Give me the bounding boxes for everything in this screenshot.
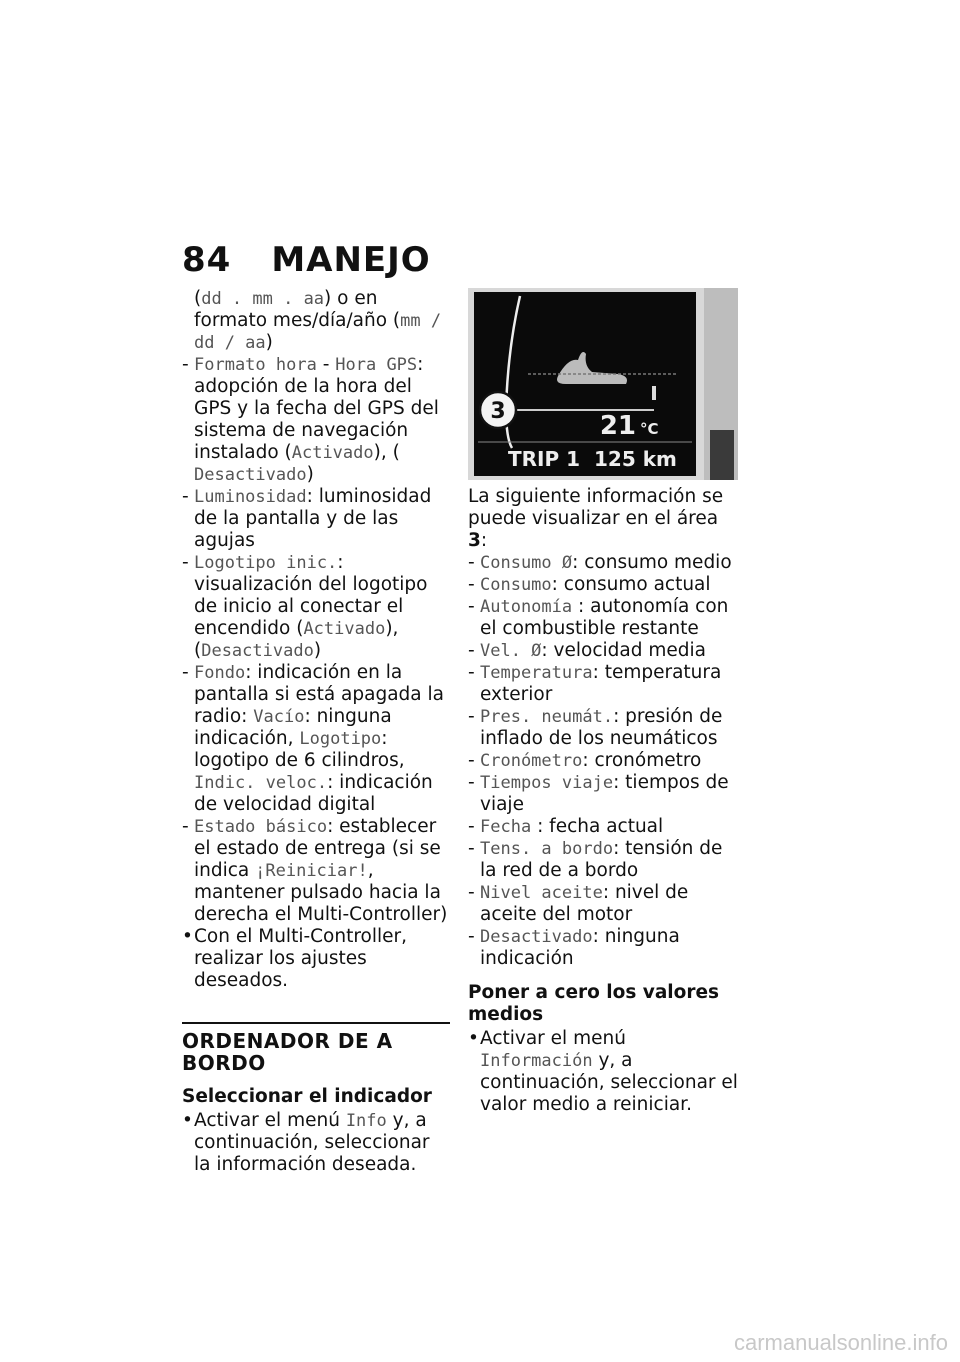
list-item: - Cronómetro: cronómetro — [468, 750, 702, 771]
temperature-unit: °C — [640, 420, 659, 438]
list-item: - Consumo: consumo actual — [468, 574, 711, 595]
section-heading: ORDENADOR DE A BORDO — [182, 1022, 450, 1074]
page-header — [182, 240, 431, 280]
list-item: - Autonomía : autonomía con el combustible restante — [468, 596, 729, 639]
trip-distance: 125 km — [594, 447, 677, 471]
callout-label: 3 — [490, 399, 506, 424]
list-item: - Tens. a bordo: tensión de la red de a bordo — [468, 838, 723, 881]
right-column — [468, 288, 740, 1116]
intro-text: La siguiente información se puede visualizar en el área 3: — [468, 486, 724, 551]
list-item: - Desactivado: ninguna indicación — [468, 926, 680, 969]
subheading: Poner a cero los valores medios — [468, 982, 720, 1025]
list-item: - Temperatura: temperatura exterior — [468, 662, 722, 705]
temperature-value: 21 — [599, 411, 636, 441]
bezel-dark — [710, 430, 734, 480]
left-column — [182, 288, 450, 1176]
list-item: - Vel. Ø: velocidad media — [468, 640, 706, 661]
bullet-item: • Activar el menú Información y, a continuación, seleccionar el valor medio a reiniciar. — [468, 1028, 738, 1115]
list-item: - Estado básico: establecer el estado de entrega (si se indica ¡Reiniciar!, mantener pulsado hacia la derecha el Multi-Controller) — [182, 816, 448, 925]
list-item: - Fecha : fecha actual — [468, 816, 664, 837]
list-item: - Tiempos viaje: tiempos de viaje — [468, 772, 729, 815]
info-list — [468, 552, 740, 970]
thermometer-icon — [652, 386, 656, 400]
list-item: - Nivel aceite: nivel de aceite del motor — [468, 882, 689, 925]
trip-label: TRIP 1 — [508, 447, 581, 471]
subheading: Seleccionar el indicador — [182, 1086, 432, 1107]
instrument-display-figure — [468, 288, 738, 480]
list-item: - Logotipo inic.: visualización del logotipo de inicio al conectar el encendido (Activado), (Desactivado) — [182, 552, 428, 661]
bullet-item: • Con el Multi-Controller, realizar los ajustes deseados. — [182, 926, 408, 991]
list-item: - Luminosidad: luminosidad de la pantalla y de las agujas — [182, 486, 432, 551]
watermark: carmanualsonline.info — [733, 1330, 948, 1355]
date-format-text: (dd . mm . aa) o en formato mes/día/año (mm / dd / aa) — [194, 288, 442, 353]
bullet-item: • Activar el menú Info y, a continuación, seleccionar la información deseada. — [182, 1110, 430, 1175]
list-item: - Pres. neumát.: presión de inflado de los neumáticos — [468, 706, 723, 749]
list-item: - Fondo: indicación en la pantalla si está apagada la radio: Vacío: ninguna indicación, Logotipo: logotipo de 6 cilindros, Indic. veloc.: indicación de velocidad digital — [182, 662, 444, 815]
list-item: - Consumo Ø: consumo medio — [468, 552, 732, 573]
page-number: 84 — [182, 240, 232, 280]
page-title: MANEJO — [271, 240, 431, 280]
list-item: - Formato hora - Hora GPS: adopción de la hora del GPS y la fecha del GPS del sistema de navegación instalado (Activado), ( Desactivado) — [182, 354, 439, 485]
